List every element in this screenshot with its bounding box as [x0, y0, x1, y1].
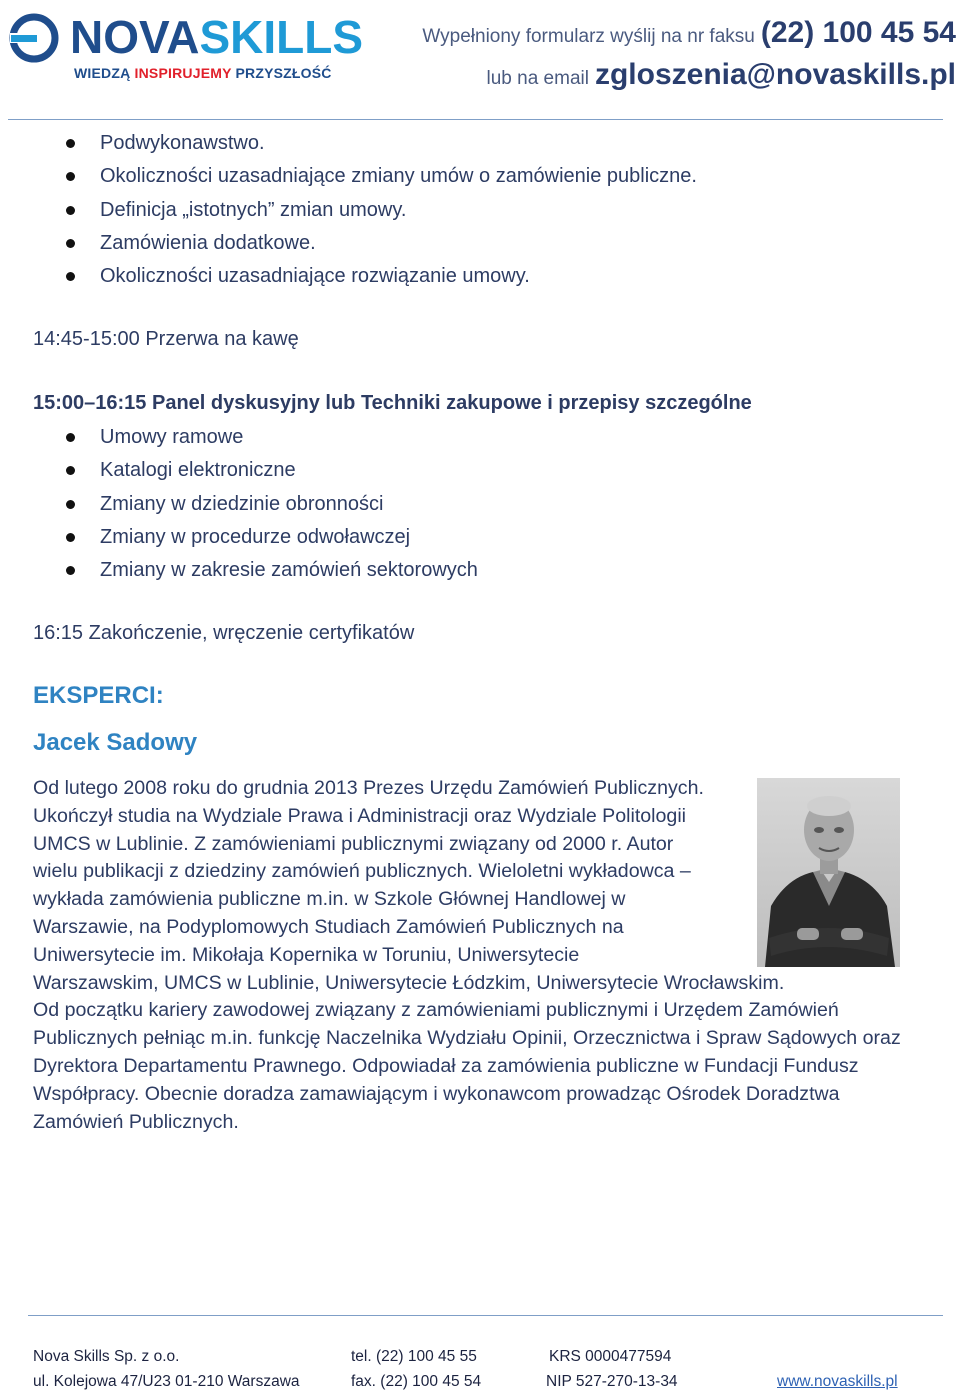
- logo-nova: NOVA: [70, 11, 200, 63]
- list-item: [0, 194, 697, 227]
- list-item: [0, 260, 697, 293]
- bio-line: wielu publikacji z dziedziny zamówień publicznych. Wieloletni wykładowca –: [33, 860, 691, 883]
- footer-krs: KRS 0000477594: [549, 1348, 672, 1365]
- panel-topics-list: [0, 421, 478, 587]
- logo-skills: SKILLS: [199, 11, 364, 63]
- footer-address: ul. Kolejowa 47/U23 01-210 Warszawa: [33, 1373, 300, 1390]
- list-item: [0, 160, 697, 193]
- list-item-text: Podwykonawstwo.: [100, 132, 265, 154]
- fax-label: Wypełniony formularz wyślij na nr faksu: [422, 26, 755, 47]
- tagline-highlight: INSPIRUJEMY: [134, 65, 232, 81]
- bullet-icon: [66, 533, 75, 542]
- list-item-text: Umowy ramowe: [100, 426, 244, 448]
- bio-line: Publicznych pełniąc m.in. funkcję Naczelnika Wydziału Opinii, Orzecznictwa i Spraw Sądowych oraz: [33, 1027, 901, 1050]
- tagline-post: PRZYSZŁOŚĆ: [231, 65, 332, 81]
- list-item-text: Okoliczności uzasadniające rozwiązanie umowy.: [100, 265, 530, 288]
- list-item: [0, 454, 478, 487]
- ending-line: 16:15 Zakończenie, wręczenie certyfikatów: [33, 622, 415, 644]
- experts-heading: EKSPERCI:: [33, 682, 164, 709]
- footer-divider: [28, 1315, 943, 1316]
- bullet-icon: [66, 239, 75, 248]
- panel-heading: 15:00–16:15 Panel dyskusyjny lub Techniki zakupowe i przepisy szczególne: [33, 392, 752, 414]
- topics-list: [0, 127, 697, 293]
- bio-line: Od lutego 2008 roku do grudnia 2013 Prezes Urzędu Zamówień Publicznych.: [33, 777, 704, 799]
- bullet-icon: [66, 206, 75, 215]
- logo-tagline: [74, 65, 332, 81]
- footer-tel: tel. (22) 100 45 55: [351, 1348, 477, 1365]
- bullet-icon: [66, 433, 75, 442]
- email-label: lub na email: [486, 68, 589, 89]
- bullet-icon: [66, 272, 75, 281]
- footer-nip: NIP 527-270-13-34: [546, 1373, 678, 1390]
- list-item: [0, 227, 697, 260]
- bullet-icon: [66, 500, 75, 509]
- tagline-pre: WIEDZĄ: [74, 65, 135, 81]
- list-item: [0, 554, 478, 587]
- expert-name: Jacek Sadowy: [33, 729, 198, 756]
- list-item-text: Definicja „istotnych” zmian umowy.: [100, 198, 407, 221]
- bio-line: Współpracy. Obecnie doradza zamawiającym i wykonawcom prowadząc Ośrodek Doradztwa: [33, 1082, 840, 1105]
- novaskills-logo-icon: [8, 12, 60, 64]
- header-divider: [8, 119, 943, 120]
- list-item-text: Zmiany w zakresie zamówień sektorowych: [100, 559, 478, 582]
- list-item-text: Zmiany w procedurze odwoławczej: [100, 525, 411, 548]
- email-contact: [487, 58, 956, 92]
- bullet-icon: [66, 566, 75, 575]
- bio-line: Zamówień Publicznych.: [33, 1110, 239, 1133]
- bio-line: Od początku kariery zawodowej związany z zamówieniami publicznymi i Urzędem Zamówień: [33, 999, 839, 1022]
- list-item-text: Zmiany w dziedzinie obronności: [100, 492, 384, 515]
- email-address[interactable]: zgloszenia@novaskills.pl: [594, 58, 956, 91]
- bullet-icon: [66, 172, 75, 181]
- list-item: [0, 488, 478, 521]
- list-item: [0, 521, 478, 554]
- coffee-break-line: 14:45-15:00 Przerwa na kawę: [33, 328, 299, 350]
- bio-line: Ukończył studia na Wydziale Prawa i Administracji oraz Wydziale Politologii: [33, 804, 687, 827]
- footer-company: Nova Skills Sp. z o.o.: [33, 1348, 180, 1365]
- expert-bio: [33, 775, 953, 1136]
- list-item-text: Okoliczności uzasadniające zmiany umów o zamówienie publiczne.: [100, 165, 697, 188]
- footer-fax: fax. (22) 100 45 54: [351, 1373, 482, 1390]
- list-item-text: Katalogi elektroniczne: [100, 459, 296, 482]
- bio-line: UMCS w Lublinie. Z zamówieniami publicznymi związany od 2000 r. Autor: [33, 832, 674, 855]
- list-item: [0, 127, 697, 160]
- fax-number: (22) 100 45 54: [760, 16, 956, 49]
- footer-website-link[interactable]: www.novaskills.pl: [777, 1373, 898, 1390]
- bio-line: Warszawie, na Podyplomowych Studiach Zamówień Publicznych na: [33, 915, 624, 938]
- list-item: [0, 421, 478, 454]
- list-item-text: Zamówienia dodatkowe.: [100, 231, 316, 254]
- bullet-icon: [66, 139, 75, 148]
- bio-line: Dyrektora Departamentu Prawnego. Odpowiadał za zamówienia publiczne w Fundacji Fundusz: [33, 1054, 859, 1077]
- logo-wordmark: [70, 11, 364, 63]
- bio-line: wykłada zamówienia publiczne m.in. w Szkole Głównej Handlowej w: [33, 888, 626, 911]
- fax-contact: [422, 16, 956, 50]
- bio-line: Warszawskim, UMCS w Lublinie, Uniwersytecie Łódzkim, Uniwersytecie Wrocławskim.: [33, 971, 785, 994]
- bullet-icon: [66, 466, 75, 475]
- bio-line: Uniwersytecie im. Mikołaja Kopernika w Toruniu, Uniwersytecie: [33, 943, 580, 966]
